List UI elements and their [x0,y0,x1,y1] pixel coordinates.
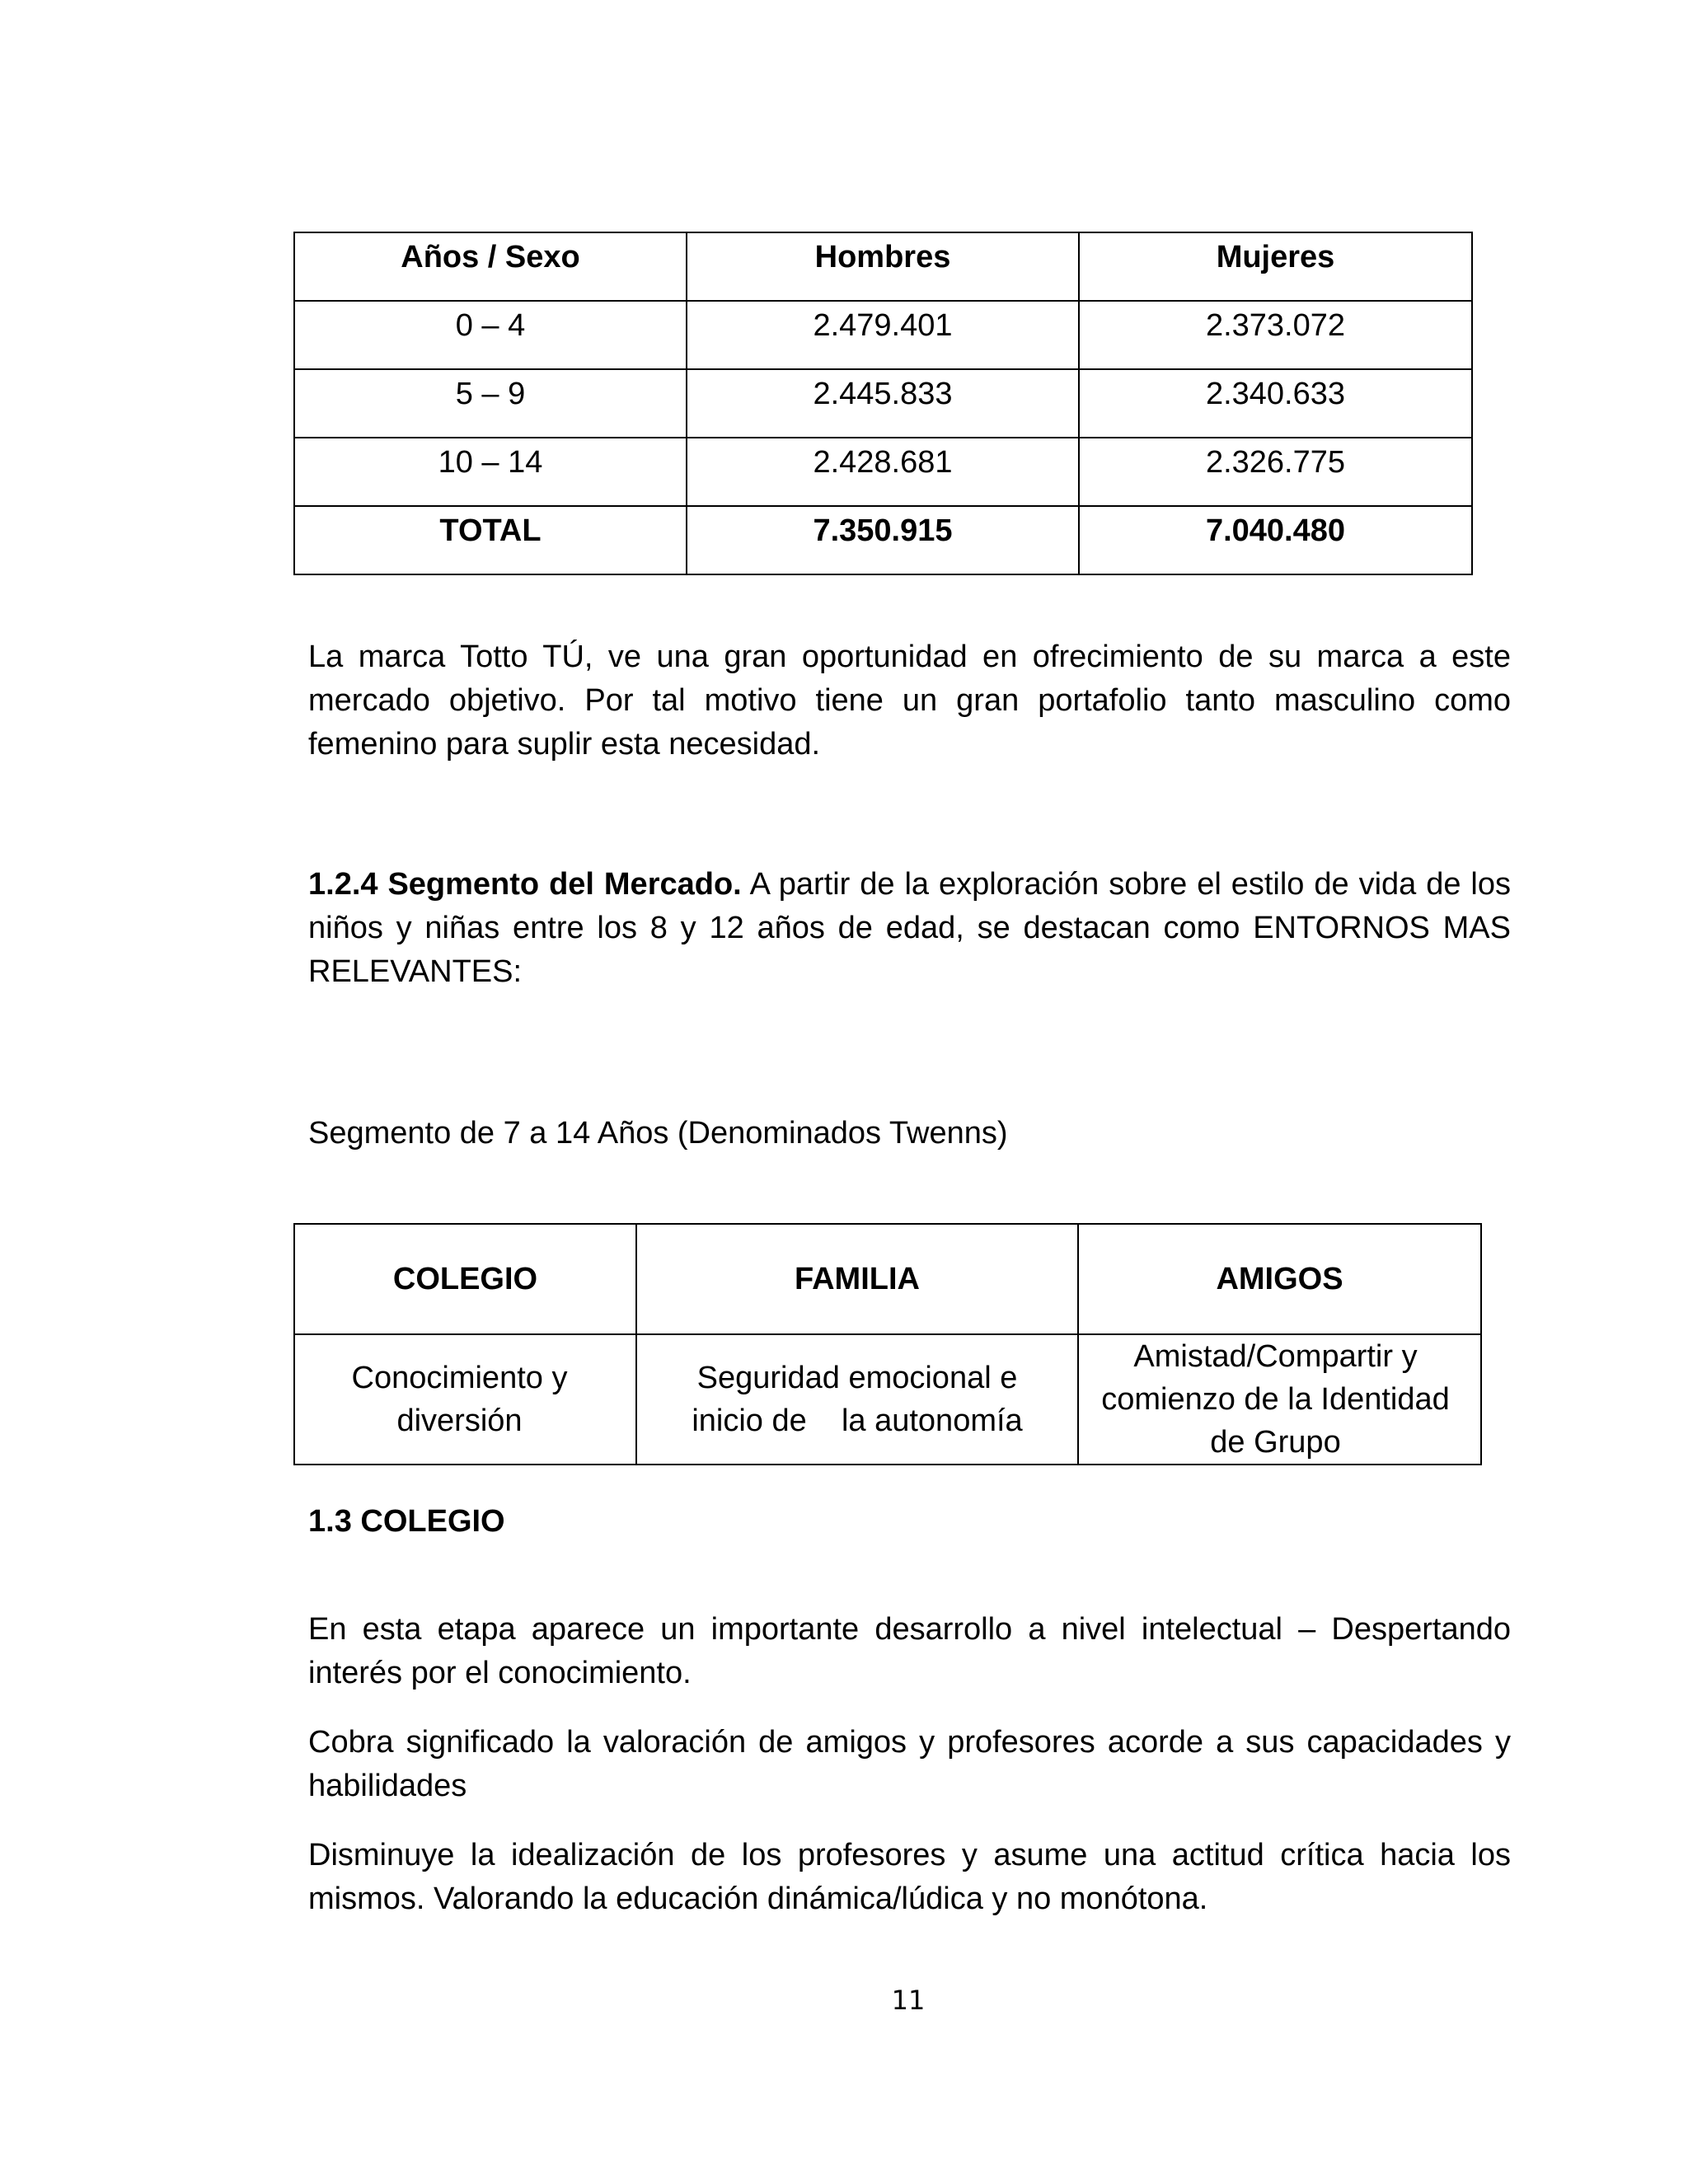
section-13-paragraph: Disminuye la idealización de los profesores y asume una actitud crítica hacia los mismos. Valorando la educación dinámica/lúdica y no monótona. [308,1838,1511,1916]
table-cell: 10 – 14 [294,438,687,506]
header-cell: AMIGOS [1078,1224,1481,1334]
table-header-row [294,1224,1481,1334]
table-cell: 2.479.401 [687,301,1079,369]
table-cell: 2.340.633 [1079,369,1472,438]
table-row [294,369,1472,438]
paragraph-totto: La marca Totto TÚ, ve una gran oportunidad en ofrecimiento de su marca a este mercado objetivo. Por tal motivo tiene un gran portafolio tanto masculino como femenino para suplir esta necesidad. [308,640,1511,762]
table-cell: 2.428.681 [687,438,1079,506]
table-cell: Conocimiento y diversión [294,1334,636,1465]
section-13-paragraph: Cobra significado la valoración de amigos y profesores acorde a sus capacidades y habilidades [308,1725,1511,1803]
table-total-row [294,506,1472,574]
segment-table [293,1223,1482,1465]
table-cell: 2.326.775 [1079,438,1472,506]
table-cell: 2.373.072 [1079,301,1472,369]
total-cell: TOTAL [294,506,687,574]
section-124-text: A partir de la exploración sobre el estilo de vida de los niños y niñas entre los 8 y 12 años de edad, se destacan como ENTORNOS MAS RELEVANTES: [308,867,1511,989]
table-row [294,1334,1481,1465]
segment-caption: Segmento de 7 a 14 Años (Denominados Twenns) [308,1116,1008,1151]
population-table [293,232,1473,575]
table-cell: 0 – 4 [294,301,687,369]
section-124-title: 1.2.4 Segmento del Mercado. [308,867,742,902]
table-cell: 5 – 9 [294,369,687,438]
table-header-row [294,232,1472,301]
total-cell: 7.350.915 [687,506,1079,574]
header-cell: FAMILIA [636,1224,1078,1334]
section-13-title: 1.3 COLEGIO [308,1504,505,1539]
table-cell: 2.445.833 [687,369,1079,438]
table-row [294,438,1472,506]
total-cell: 7.040.480 [1079,506,1472,574]
header-cell: COLEGIO [294,1224,636,1334]
table-row [294,301,1472,369]
section-124-paragraph [308,863,1511,994]
page-number: 11 [891,1985,926,2016]
header-cell: Hombres [687,232,1079,301]
table-cell: Seguridad emocional e inicio de la autonomía [636,1334,1078,1465]
section-13-paragraph: En esta etapa aparece un importante desarrollo a nivel intelectual – Despertando interés por el conocimiento. [308,1612,1511,1690]
table-cell: Amistad/Compartir y comienzo de la Identidad de Grupo [1078,1334,1481,1465]
header-cell: Años / Sexo [294,232,687,301]
header-cell: Mujeres [1079,232,1472,301]
